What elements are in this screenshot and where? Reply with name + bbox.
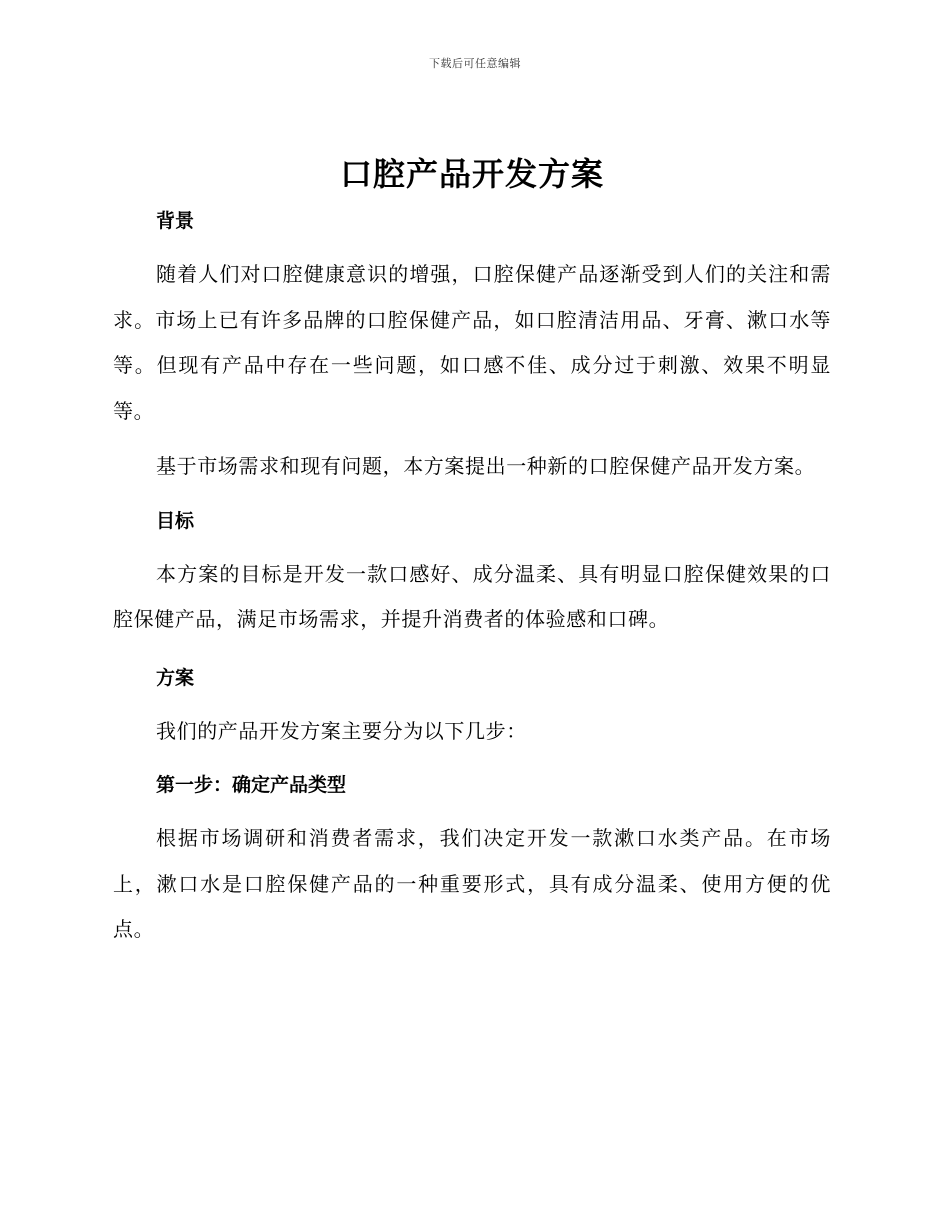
section-heading-step-1: 第一步：确定产品类型 [156, 774, 347, 796]
paragraph-plan-1: 我们的产品开发方案主要分为以下几步： [156, 718, 527, 743]
section-heading-plan: 方案 [156, 666, 195, 689]
paragraph-background-2: 基于市场需求和现有问题，本方案提出一种新的口腔保健产品开发方案。 [156, 454, 816, 478]
spacer [113, 643, 831, 657]
document-title: 口腔产品开发方案 [339, 155, 604, 193]
section-heading-background: 背景 [156, 210, 195, 232]
paragraph-background-1: 随着人们对口腔健康意识的增强，口腔保健产品逐渐受到人们的关注和需求。市场上已有许多品牌的口腔保健产品，如口腔清洁用品、牙膏、漱口水等等。但现有产品中存在一些问题，如口感不佳、成分过于刺激、效果不明显等。 [113, 262, 831, 423]
header-note: 下载后可任意编辑 [429, 57, 521, 70]
paragraph-step-1-1: 根据市场调研和消费者需求，我们决定开发一款漱口水类产品。在市场上，漱口水是口腔保健产品的一种重要形式，具有成分温柔、使用方便的优点。 [113, 826, 831, 941]
spacer [113, 434, 831, 444]
spacer [113, 242, 831, 252]
spacer [113, 754, 831, 764]
document-body [113, 148, 831, 953]
spacer [113, 490, 831, 500]
spacer [113, 699, 831, 709]
section-heading-goal: 目标 [156, 509, 195, 532]
spacer [113, 542, 831, 552]
paragraph-goal-1: 本方案的目标是开发一款口感好、成分温柔、具有明显口腔保健效果的口腔保健产品，满足市场需求，并提升消费者的体验感和口碑。 [113, 561, 831, 631]
spacer [113, 806, 831, 816]
